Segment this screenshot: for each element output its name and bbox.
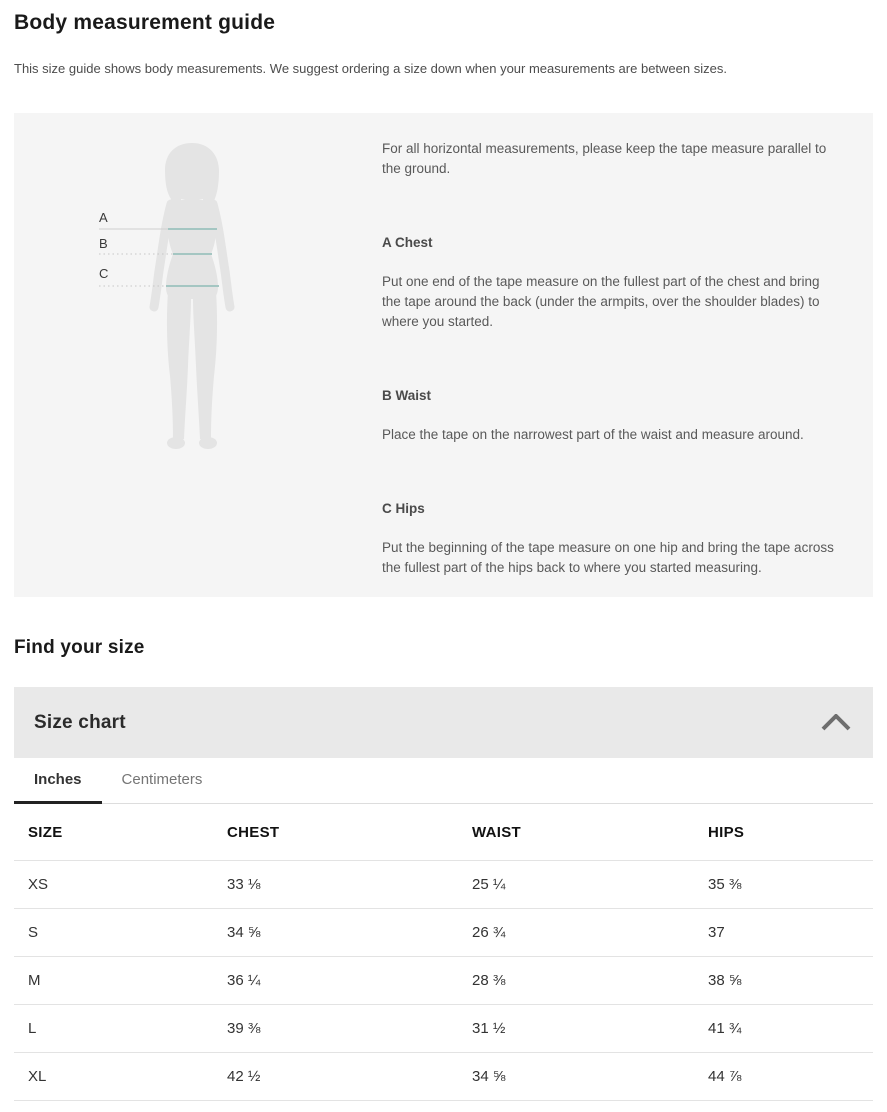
size-chart-table <box>14 804 873 1101</box>
cell-chest: 42 ½ <box>227 1068 261 1085</box>
cell-size: M <box>28 972 41 989</box>
diagram-label-a: A <box>99 210 108 225</box>
waist-instructions: Place the tape on the narrowest part of the waist and measure around. <box>382 427 804 442</box>
cell-size: XS <box>28 876 49 893</box>
diagram-label-c: C <box>99 266 109 281</box>
diagram-label-b: B <box>99 236 108 251</box>
size-chart-title: Size chart <box>34 711 126 733</box>
table-row-m <box>14 957 873 1005</box>
hips-heading: C Hips <box>382 501 425 516</box>
unit-tabs <box>14 758 873 804</box>
tab-centimeters[interactable]: Centimeters <box>121 771 203 788</box>
table-row-l <box>14 1005 873 1053</box>
measurement-instructions <box>382 113 873 597</box>
cell-waist: 28 ⅜ <box>472 972 506 989</box>
cell-size: S <box>28 924 39 941</box>
cell-chest: 34 ⅝ <box>227 924 261 941</box>
measurement-guide-panel <box>14 113 873 597</box>
tab-inches[interactable]: Inches <box>14 758 102 803</box>
table-row-xs <box>14 861 873 909</box>
hips-instructions: Put the beginning of the tape measure on one hip and bring the tape across the fullest part of the hips back to where you started measuring. <box>382 540 834 575</box>
cell-chest: 33 ⅛ <box>227 876 261 893</box>
cell-waist: 25 ¼ <box>472 876 506 893</box>
column-header-hips: HIPS <box>708 823 745 841</box>
cell-size: XL <box>28 1068 47 1085</box>
find-your-size-heading: Find your size <box>14 637 145 658</box>
cell-size: L <box>28 1020 37 1037</box>
column-header-waist: WAIST <box>472 823 521 841</box>
page-title: Body measurement guide <box>14 11 276 34</box>
table-header-row <box>14 804 873 861</box>
cell-hips: 41 ¾ <box>708 1020 742 1037</box>
chest-heading: A Chest <box>382 235 433 250</box>
size-chart-accordion-header[interactable] <box>14 687 873 758</box>
chevron-up-icon <box>821 714 851 731</box>
column-header-chest: CHEST <box>227 823 280 841</box>
cell-hips: 38 ⅝ <box>708 972 742 989</box>
cell-hips: 44 ⅞ <box>708 1068 742 1085</box>
waist-heading: B Waist <box>382 388 432 403</box>
female-figure-illustration <box>95 141 305 461</box>
table-row-s <box>14 909 873 957</box>
measurement-intro: For all horizontal measurements, please keep the tape measure parallel to the ground. <box>382 141 827 176</box>
cell-chest: 36 ¼ <box>227 972 261 989</box>
cell-waist: 31 ½ <box>472 1020 506 1037</box>
cell-waist: 26 ¾ <box>472 924 506 941</box>
chest-instructions: Put one end of the tape measure on the fullest part of the chest and bring the tape around the back (under the armpits, over the shoulder blades) to where you started. <box>382 274 820 329</box>
body-diagram <box>14 113 382 597</box>
column-header-size: SIZE <box>28 823 63 841</box>
table-row-xl <box>14 1053 873 1101</box>
cell-waist: 34 ⅝ <box>472 1068 506 1085</box>
cell-hips: 35 ⅜ <box>708 876 742 893</box>
cell-hips: 37 <box>708 924 725 941</box>
cell-chest: 39 ⅜ <box>227 1020 261 1037</box>
page-subtitle: This size guide shows body measurements. We suggest ordering a size down when your measurements are between sizes. <box>14 61 727 76</box>
